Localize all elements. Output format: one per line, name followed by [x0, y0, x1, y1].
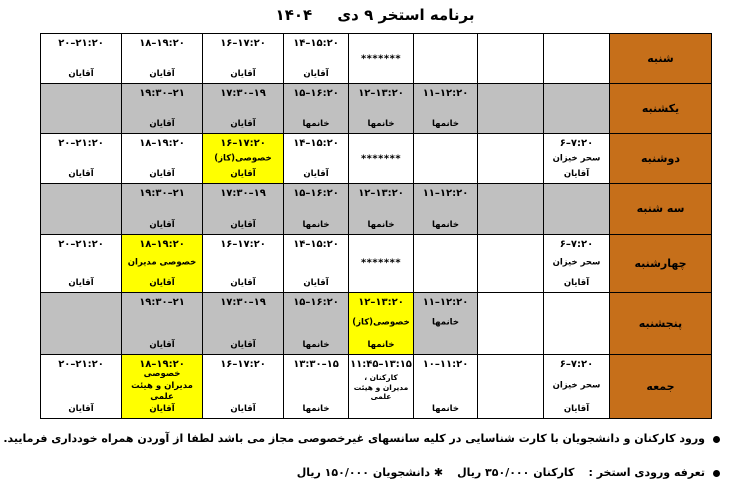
cell: [284, 234, 349, 292]
session-label: خانمها: [431, 404, 459, 414]
cell: [203, 292, 284, 354]
session-time: ۱۱–۱۲:۲۰: [422, 296, 469, 308]
cell: [349, 134, 414, 184]
session-time: ۲۰–۲۱:۲۰: [58, 38, 104, 49]
session-label: آقایان: [303, 69, 329, 80]
cell: [544, 84, 610, 134]
session-time: ۱۳:۳۰–۱۵: [293, 358, 339, 370]
entry-note-text: ورود کارکنان و دانشجویان با کارت شناسایی در کلیه سانسهای غیرخصوصی مجاز می باشد لطفا از آوردن همراه خودداری فرمایید.: [3, 432, 705, 445]
session-label: خانمها: [367, 339, 395, 350]
session-label: آقایان: [563, 404, 590, 414]
session-time: ۱۷:۳۰–۱۹: [220, 88, 266, 100]
session-time: ۱۶–۱۷:۲۰: [220, 358, 266, 370]
session-note: خصوصی(کاز): [352, 317, 410, 328]
day-thursday: پنجشنبه: [610, 292, 712, 354]
day-friday: جمعه: [610, 354, 712, 418]
row-thursday: [41, 292, 712, 354]
closed-stars: *******: [360, 257, 402, 269]
session-label: آقایان: [230, 219, 256, 230]
session-time: ۱۲–۱۳:۲۰: [358, 88, 404, 100]
cell: [414, 354, 478, 418]
cell: [122, 84, 203, 134]
session-time: ۱۶–۱۷:۲۰: [220, 238, 266, 250]
cell: [41, 292, 122, 354]
cell: [414, 84, 478, 134]
session-time: ۱۶–۱۷:۲۰: [220, 138, 266, 150]
day-saturday: شنبه: [610, 34, 712, 84]
session-time: ۲۰–۲۱:۲۰: [58, 238, 104, 250]
schedule-table: [40, 33, 712, 419]
session-time: ۱۱–۱۲:۲۰: [422, 188, 469, 200]
session-label: آقایان: [149, 277, 175, 288]
session-label: خانمها: [302, 219, 330, 230]
cell: [544, 184, 610, 234]
cell: [544, 134, 610, 184]
cell: [349, 84, 414, 134]
entry-note: [0, 432, 720, 445]
session-time: ۱۰–۱۱:۲۰: [422, 358, 469, 370]
cell: [41, 354, 122, 418]
cell: [414, 234, 478, 292]
session-label: آقایان: [563, 169, 590, 180]
cell: [478, 34, 544, 84]
session-label: خانمها: [367, 119, 395, 130]
cell: [122, 184, 203, 234]
schedule-year: ۱۴۰۴: [275, 6, 313, 24]
cell: [203, 134, 284, 184]
cell: [349, 292, 414, 354]
session-label: آقایان: [230, 169, 256, 180]
session-time: ۱۵–۱۶:۲۰: [293, 88, 339, 100]
fee-label: تعرفه ورودی استخر :: [588, 466, 705, 479]
closed-stars: *******: [360, 53, 402, 65]
session-label: آقایان: [303, 169, 329, 180]
session-time: ۱۹:۳۰–۲۱: [139, 188, 185, 200]
session-label: آقایان: [563, 277, 590, 288]
day-monday: دوشنبه: [610, 134, 712, 184]
schedule-title: برنامه استخر ۹ دی: [337, 6, 475, 24]
session-time: ۱۷:۳۰–۱۹: [220, 296, 266, 308]
session-time: ۱۲–۱۳:۲۰: [358, 296, 404, 308]
session-label: آقایان: [149, 339, 175, 350]
session-label: خانمها: [302, 119, 330, 130]
session-note: سحر خیزان: [552, 380, 601, 391]
cell: [203, 234, 284, 292]
session-label: خانمها: [431, 219, 459, 230]
session-label: آقایان: [230, 339, 256, 350]
cell: [478, 184, 544, 234]
session-time: ۱۹:۳۰–۲۱: [139, 88, 185, 100]
cell: [349, 184, 414, 234]
session-time: ۱۸–۱۹:۲۰: [139, 238, 185, 250]
row-friday: [41, 354, 712, 418]
session-time: ۱۹:۳۰–۲۱: [139, 296, 185, 308]
day-sunday: یکشنبه: [610, 84, 712, 134]
session-label: خانمها: [367, 219, 395, 230]
session-label: آقایان: [68, 69, 94, 80]
cell: [544, 292, 610, 354]
cell: [478, 84, 544, 134]
cell: [41, 234, 122, 292]
session-time: ۱۵–۱۶:۲۰: [293, 296, 339, 308]
session-time: ۱۲–۱۳:۲۰: [358, 188, 404, 200]
cell: [41, 34, 122, 84]
session-time: ۱۸–۱۹:۲۰: [139, 138, 185, 150]
session-time: ۱۴–۱۵:۲۰: [293, 138, 339, 150]
session-label: خانمها: [302, 404, 330, 414]
session-time: ۱۴–۱۵:۲۰: [293, 38, 339, 49]
cell: [284, 134, 349, 184]
session-time: ۱۸–۱۹:۲۰: [139, 38, 185, 49]
row-saturday: [41, 34, 712, 84]
fee-staff: کارکنان ۳۵۰/۰۰۰ ریال: [457, 466, 575, 479]
session-label: آقایان: [149, 169, 175, 180]
cell: [284, 34, 349, 84]
cell: [414, 184, 478, 234]
session-label: آقایان: [68, 404, 94, 414]
cell: [41, 134, 122, 184]
cell: [414, 292, 478, 354]
bullet-icon: [713, 470, 720, 477]
row-monday: [41, 134, 712, 184]
cell: [544, 354, 610, 418]
cell: [41, 84, 122, 134]
session-label: آقایان: [303, 277, 329, 288]
cell: [122, 134, 203, 184]
session-time: ۱۷:۳۰–۱۹: [220, 188, 266, 200]
session-time: ۶–۷:۲۰: [559, 358, 594, 370]
session-time: ۶–۷:۲۰: [559, 238, 594, 250]
fee-note: [0, 466, 720, 479]
session-label: آقایان: [230, 277, 256, 288]
cell: [284, 84, 349, 134]
session-label: آقایان: [149, 119, 175, 130]
cell: [478, 234, 544, 292]
cell: [41, 184, 122, 234]
session-note: خصوصی مدیران: [127, 257, 197, 268]
cell: [349, 34, 414, 84]
bullet-icon: [713, 436, 720, 443]
cell: [122, 292, 203, 354]
session-label: آقایان: [149, 69, 175, 80]
closed-stars: *******: [360, 153, 402, 165]
session-note: خصوصی(کاز): [214, 153, 272, 164]
session-time: ۱۸–۱۹:۲۰: [139, 358, 185, 370]
cell: [414, 34, 478, 84]
day-wednesday: چهارشنبه: [610, 234, 712, 292]
row-wednesday: [41, 234, 712, 292]
cell: [203, 184, 284, 234]
day-tuesday: سه شنبه: [610, 184, 712, 234]
session-note: کارکنان ، مدیران و هیئت علمی: [353, 372, 409, 402]
session-label: آقایان: [68, 169, 94, 180]
cell: [478, 134, 544, 184]
session-label: خانمها: [302, 339, 330, 350]
cell: [203, 84, 284, 134]
row-tuesday: [41, 184, 712, 234]
session-label: آقایان: [230, 69, 256, 80]
session-label: آقایان: [149, 219, 175, 230]
fee-students: ✱ دانشجویان ۱۵۰/۰۰۰ ریال: [296, 466, 444, 479]
cell: [284, 292, 349, 354]
session-time: ۲۰–۲۱:۲۰: [58, 358, 104, 370]
cell: [414, 134, 478, 184]
cell: [284, 354, 349, 418]
session-time: ۲۰–۲۱:۲۰: [58, 138, 104, 150]
cell: [122, 354, 203, 418]
cell: [349, 234, 414, 292]
session-note: سحر خیزان: [552, 257, 601, 268]
session-time: ۱۱:۴۵–۱۳:۱۵: [350, 358, 412, 370]
row-sunday: [41, 84, 712, 134]
cell: [349, 354, 414, 418]
page-title: [0, 6, 750, 24]
cell: [122, 34, 203, 84]
cell: [203, 34, 284, 84]
session-time: ۱۴–۱۵:۲۰: [293, 238, 339, 250]
session-label: آقایان: [68, 277, 94, 288]
session-time: ۱۶–۱۷:۲۰: [220, 38, 266, 49]
cell: [544, 34, 610, 84]
cell: [203, 354, 284, 418]
session-label: خانمها: [431, 317, 459, 328]
session-label: آقایان: [149, 404, 175, 414]
session-label: خانمها: [431, 119, 459, 130]
cell: [122, 234, 203, 292]
session-time: ۱۱–۱۲:۲۰: [422, 88, 469, 100]
cell: [478, 354, 544, 418]
session-time: ۱۵–۱۶:۲۰: [293, 188, 339, 200]
cell: [544, 234, 610, 292]
session-time: ۶–۷:۲۰: [559, 138, 594, 150]
session-note: سحر خیزان: [552, 153, 601, 164]
cell: [478, 292, 544, 354]
session-note: خصوصی مدیران و هیئت علمی: [131, 369, 193, 403]
session-label: آقایان: [230, 119, 256, 130]
cell: [284, 184, 349, 234]
session-label: آقایان: [230, 404, 256, 414]
